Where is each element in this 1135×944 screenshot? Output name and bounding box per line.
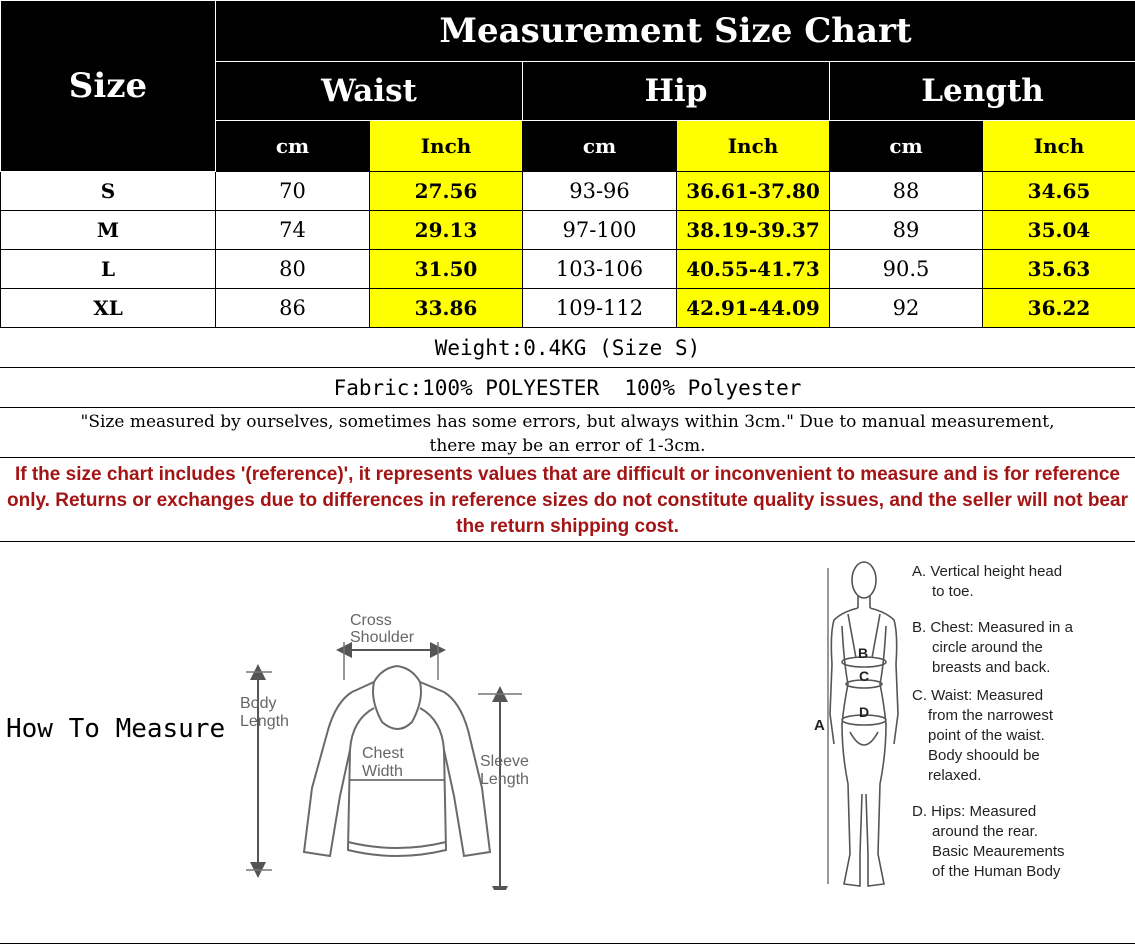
hip-cm-cell: 93-96 (523, 172, 677, 211)
note-c-line-4: Body shoould be (928, 747, 1040, 764)
size-cell: S (1, 172, 216, 211)
length-inch-cell: 34.65 (983, 172, 1135, 211)
length-inch-cell: 35.04 (983, 211, 1135, 250)
hip-group-header: Hip (523, 62, 830, 121)
marker-d: D (859, 704, 870, 720)
unit-header-length-cm: cm (830, 121, 983, 172)
size-cell: M (1, 211, 216, 250)
body-length-label-2: Length (240, 713, 289, 730)
body-length-label-1: Body (240, 695, 277, 712)
waist-cm-cell: 80 (216, 250, 370, 289)
note-a-line-1: A. Vertical height head (912, 563, 1063, 580)
note-a-line-2: to toe. (932, 583, 974, 600)
waist-cm-cell: 86 (216, 289, 370, 328)
length-cm-cell: 90.5 (830, 250, 983, 289)
hip-inch-cell: 40.55-41.73 (677, 250, 830, 289)
length-cm-cell: 92 (830, 289, 983, 328)
note-line-2: there may be an error of 1-3cm. (429, 436, 706, 456)
note-b-line-2: circle around the (932, 639, 1043, 656)
hip-inch-cell: 38.19-39.37 (677, 211, 830, 250)
fabric-info: Fabric:100% POLYESTER 100% Polyester (0, 368, 1135, 408)
marker-b: B (858, 645, 869, 661)
marker-c: C (859, 668, 870, 684)
note-d-line-1: D. Hips: Measured (912, 803, 1037, 820)
hip-cm-cell: 103-106 (523, 250, 677, 289)
how-to-measure-section (0, 542, 1135, 944)
size-chart-table (0, 0, 1135, 328)
hip-cm-cell: 109-112 (523, 289, 677, 328)
sleeve-length-label-2: Length (480, 771, 529, 788)
waist-cm-cell: 70 (216, 172, 370, 211)
sleeve-length-label-1: Sleeve (480, 753, 529, 770)
chart-title: Measurement Size Chart (216, 1, 1135, 62)
waist-inch-cell: 27.56 (370, 172, 523, 211)
how-to-measure-label: How To Measure (6, 714, 226, 744)
marker-a: A (814, 717, 825, 734)
note-c-line-5: relaxed. (928, 767, 982, 784)
chest-width-label-1: Chest (362, 745, 404, 762)
note-d-line-2: around the rear. (932, 823, 1038, 840)
note-b-line-3: breasts and back. (932, 659, 1051, 676)
body-measure-notes (912, 562, 1132, 882)
length-inch-cell: 35.63 (983, 250, 1135, 289)
unit-header-length-inch: Inch (983, 121, 1135, 172)
note-line-1: "Size measured by ourselves, sometimes has some errors, but always within 3cm." Due to manual measurement, (80, 412, 1055, 432)
cross-shoulder-label-1: Cross (350, 612, 392, 629)
table-row (1, 289, 1135, 328)
waist-inch-cell: 31.50 (370, 250, 523, 289)
length-cm-cell: 88 (830, 172, 983, 211)
note-b-line-1: B. Chest: Measured in a (912, 619, 1073, 636)
waist-inch-cell: 29.13 (370, 211, 523, 250)
weight-info: Weight:0.4KG (Size S) (0, 329, 1135, 368)
table-row (1, 211, 1135, 250)
waist-group-header: Waist (216, 62, 523, 121)
reference-warning: If the size chart includes '(reference)', it represents values that are difficult or inconvenient to measure and is for reference only. Returns or exchanges due to differences in reference sizes do not constitute quality issues, and the seller will not bear the return shipping cost. (0, 458, 1135, 542)
note-c-line-2: from the narrowest (928, 707, 1054, 724)
waist-cm-cell: 74 (216, 211, 370, 250)
length-group-header: Length (830, 62, 1135, 121)
waist-inch-cell: 33.86 (370, 289, 523, 328)
hip-cm-cell: 97-100 (523, 211, 677, 250)
size-cell: XL (1, 289, 216, 328)
length-inch-cell: 36.22 (983, 289, 1135, 328)
hip-inch-cell: 36.61-37.80 (677, 172, 830, 211)
size-column-header: Size (1, 1, 216, 172)
unit-header-waist-cm: cm (216, 121, 370, 172)
note-d-line-4: of the Human Body (932, 863, 1061, 880)
chest-width-label-2: Width (362, 763, 403, 780)
unit-header-waist-inch: Inch (370, 121, 523, 172)
cross-shoulder-label-2: Shoulder (350, 629, 415, 646)
table-row (1, 250, 1135, 289)
body-measure-diagram (808, 554, 918, 904)
hip-inch-cell: 42.91-44.09 (677, 289, 830, 328)
garment-diagram (232, 610, 562, 890)
length-cm-cell: 89 (830, 211, 983, 250)
note-c-line-1: C. Waist: Measured (912, 687, 1044, 704)
unit-header-hip-inch: Inch (677, 121, 830, 172)
table-row (1, 172, 1135, 211)
measurement-error-note (0, 408, 1135, 458)
note-d-line-3: Basic Meaurements (932, 843, 1065, 860)
unit-header-hip-cm: cm (523, 121, 677, 172)
note-c-line-3: point of the waist. (928, 727, 1045, 744)
size-cell: L (1, 250, 216, 289)
